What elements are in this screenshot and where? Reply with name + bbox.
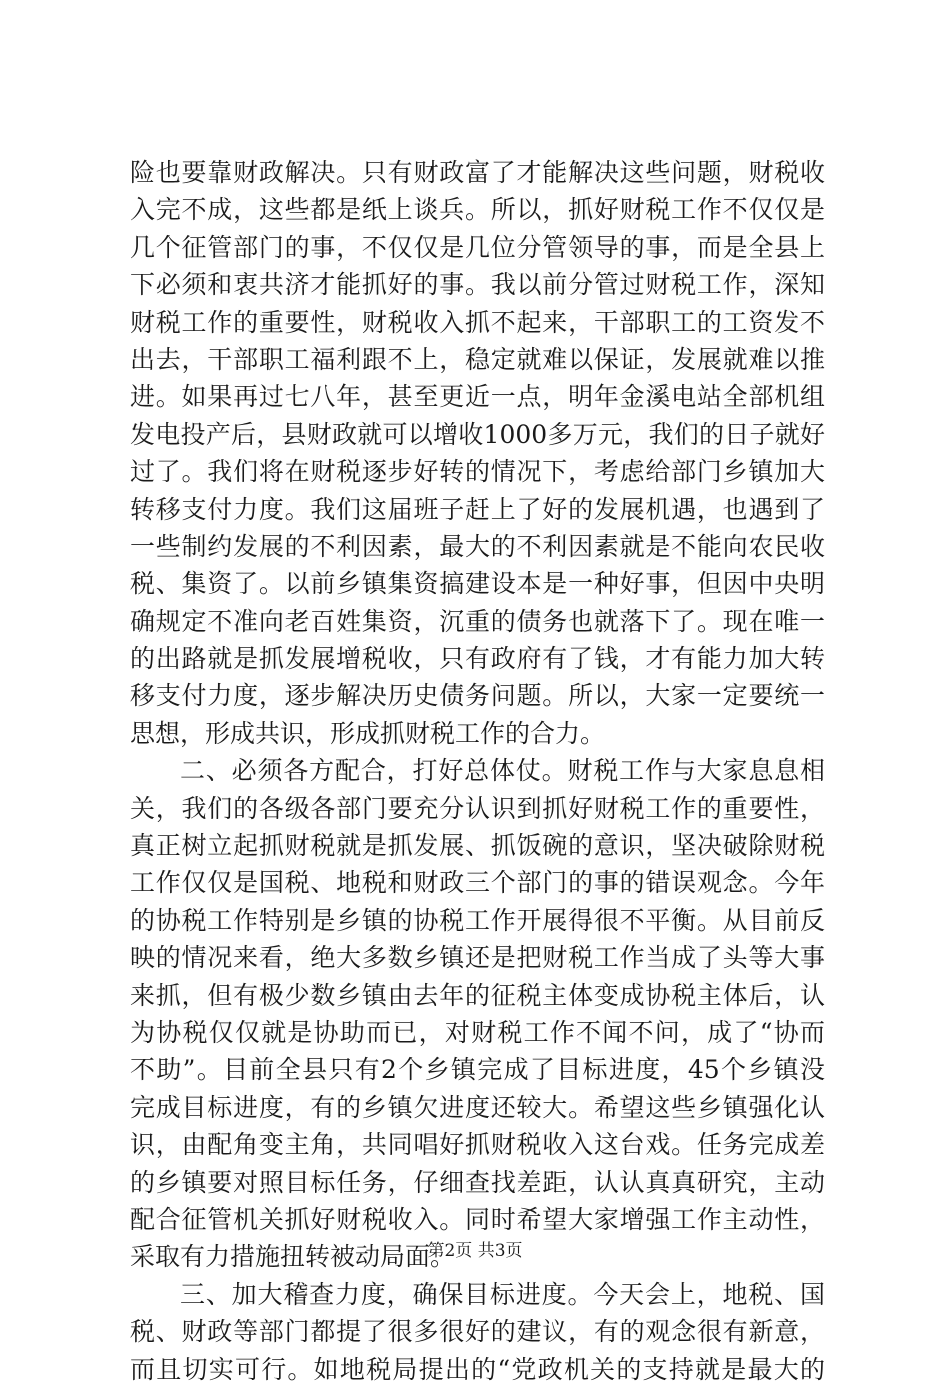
text-line: 移支付力度，逐步解决历史债务问题。所以，大家一定要统一: [130, 681, 825, 711]
text-line: 不助”。目前全县只有2个乡镇完成了目标进度，45个乡镇没: [130, 1055, 825, 1085]
text-line: 来抓，但有极少数乡镇由去年的征税主体变成协税主体后，认: [130, 980, 825, 1010]
text-line: 转移支付力度。我们这届班子赶上了好的发展机遇，也遇到了: [130, 494, 825, 524]
text-line: 一些制约发展的不利因素，最大的不利因素就是不能向农民收: [130, 531, 825, 561]
section-heading-line: 二、必须各方配合，打好总体仗。财税工作与大家息息相: [180, 756, 825, 786]
section-heading-line: 三、加大稽查力度，确保目标进度。今天会上，地税、国: [180, 1279, 825, 1309]
text-line: 关，我们的各级各部门要充分认识到抓好财税工作的重要性，: [130, 793, 825, 823]
text-line: 出去，干部职工福利跟不上，稳定就难以保证，发展就难以推: [130, 344, 825, 374]
text-line: 几个征管部门的事，不仅仅是几位分管领导的事，而是全县上: [130, 232, 825, 262]
text-line: 的协税工作特别是乡镇的协税工作开展得很不平衡。从目前反: [130, 905, 825, 935]
text-line: 下必须和衷共济才能抓好的事。我以前分管过财税工作，深知: [130, 270, 825, 300]
text-line: 税、财政等部门都提了很多很好的建议，有的观念很有新意，: [130, 1317, 825, 1347]
text-line: 配合征管机关抓好财税收入。同时希望大家增强工作主动性，: [130, 1204, 825, 1234]
text-line: 而且切实可行。如地税局提出的“党政机关的支持就是最大的: [130, 1354, 825, 1384]
text-line: 完成目标进度，有的乡镇欠进度还较大。希望这些乡镇强化认: [130, 1092, 825, 1122]
text-line: 确规定不准向老百姓集资，沉重的债务也就落下了。现在唯一: [130, 606, 825, 636]
text-line: 映的情况来看，绝大多数乡镇还是把财税工作当成了头等大事: [130, 943, 825, 973]
text-line: 险也要靠财政解决。只有财政富了才能解决这些问题，财税收: [130, 158, 825, 187]
page-footer: 第2页 共3页: [427, 1241, 523, 1261]
text-line: 的乡镇要对照目标任务，仔细查找差距，认认真真研究，主动: [130, 1167, 825, 1197]
text-line: 进。如果再过七八年，甚至更近一点，明年金溪电站全部机组: [130, 382, 825, 412]
text-line: 工作仅仅是国税、地税和财政三个部门的事的错误观念。今年: [130, 868, 825, 898]
document-body: [130, 154, 825, 1388]
text-line: 税、集资了。以前乡镇集资搞建设本是一种好事，但因中央明: [130, 569, 825, 599]
text-line: 的出路就是抓发展增税收，只有政府有了钱，才有能力加大转: [130, 644, 825, 674]
text-line: 过了。我们将在财税逐步好转的情况下，考虑给部门乡镇加大: [130, 457, 825, 487]
text-line: 真正树立起抓财税就是抓发展、抓饭碗的意识，坚决破除财税: [130, 831, 825, 861]
text-line: 发电投产后，县财政就可以增收1000多万元，我们的日子就好: [130, 419, 825, 449]
text-line: 为协税仅仅就是协助而已，对财税工作不闻不问，成了“协而: [130, 1017, 825, 1047]
text-line: 采取有力措施扭转被动局面。: [130, 1242, 456, 1272]
text-line: 入完不成，这些都是纸上谈兵。所以，抓好财税工作不仅仅是: [130, 195, 825, 225]
text-line: 识，由配角变主角，共同唱好抓财税收入这台戏。任务完成差: [130, 1130, 825, 1160]
text-line: 财税工作的重要性，财税收入抓不起来，干部职工的工资发不: [130, 307, 825, 337]
text-line: 思想，形成共识，形成抓财税工作的合力。: [130, 718, 606, 748]
